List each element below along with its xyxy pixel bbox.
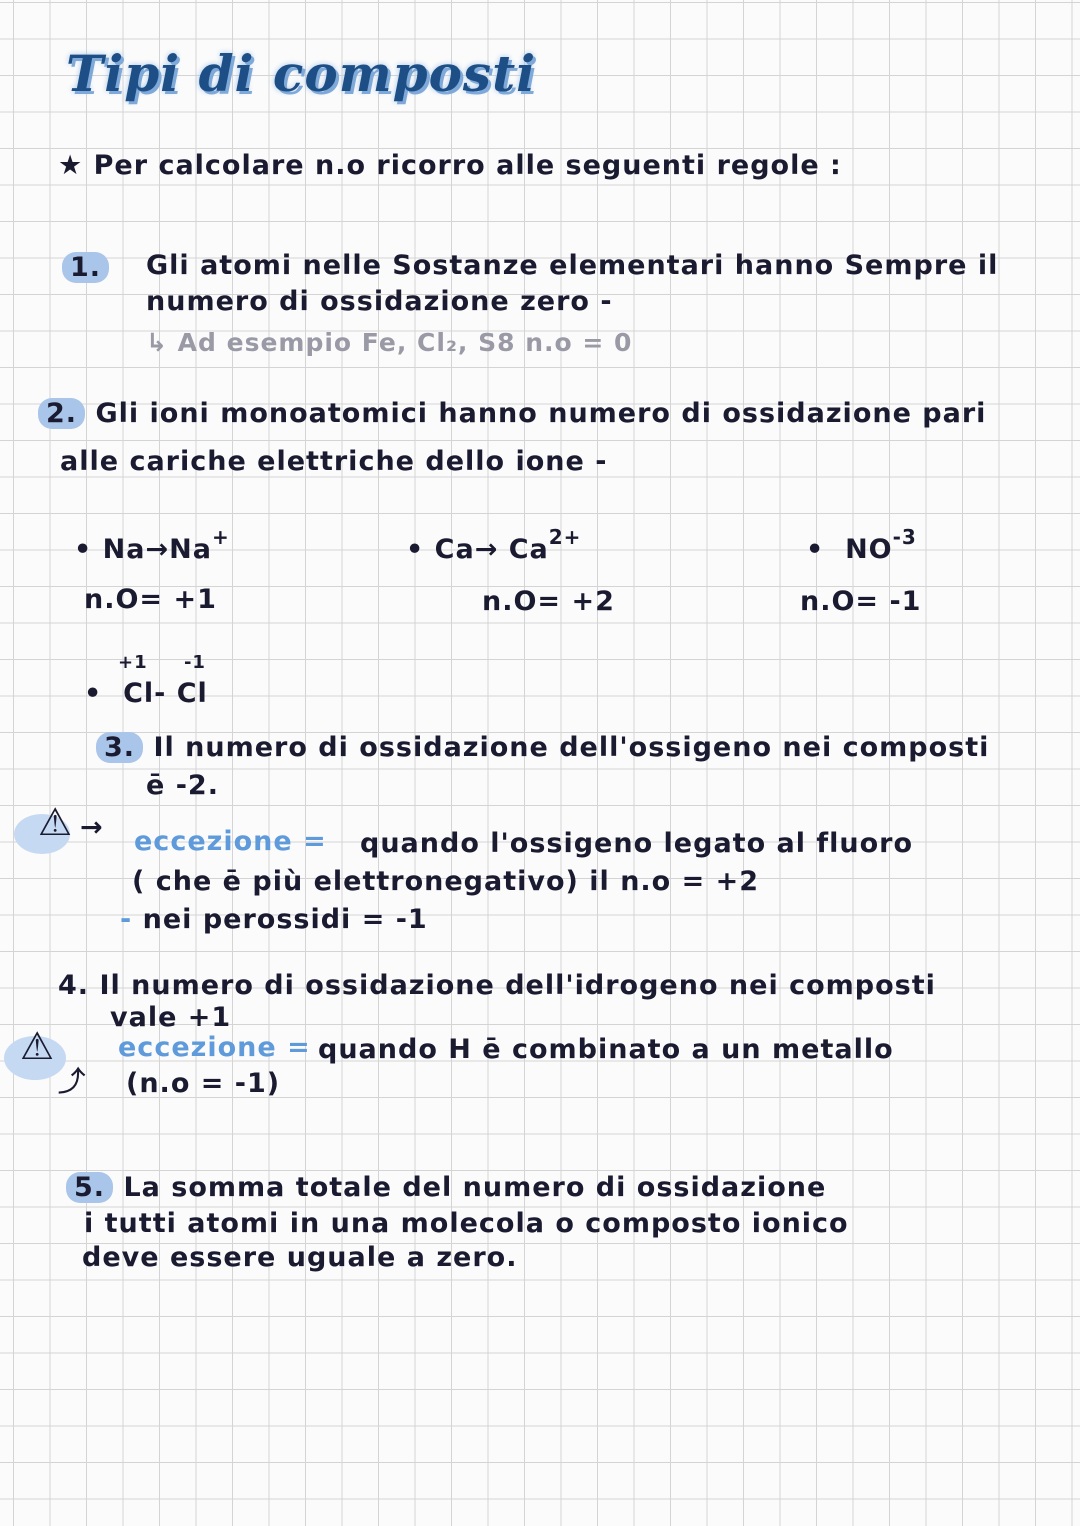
rule1-line2: numero di ossidazione zero - [146,286,613,317]
rule5-number: 5. [66,1172,113,1203]
rule4-exception-label: eccezione = [118,1032,311,1063]
rule4-exception-line2: (n.o = -1) [126,1068,281,1099]
curved-arrow-icon: ⤴ [58,1067,86,1098]
arrow-icon: → [80,812,104,843]
rule4-line1 [58,970,936,1001]
rule3-line1 [96,732,989,763]
rule2-line2: alle cariche elettriche dello ione - [60,446,608,477]
cl-charges: +1 -1 [118,652,206,673]
rule5-line1 [66,1172,826,1203]
intro-line [58,150,842,181]
rule1-line1: Gli atomi nelle Sostanze elementari hanno Sempre il [146,250,999,281]
warning-icon: ⚠ [20,1024,55,1068]
rule5-line2: i tutti atomi in una molecola o composto ionico [84,1208,849,1239]
example-no-no: n.O= -1 [800,586,922,617]
rule4-number: 4. [58,970,90,1001]
rule3-number: 3. [96,732,143,763]
rule5-line3: deve essere uguale a zero. [82,1242,518,1273]
example-no: • $NO^{-3}$ [806,525,917,565]
rule3-exception-line3: - nei perossidi = -1 [120,904,428,935]
cl-example: • Cl- Cl [84,678,208,709]
rule3-exception-line2: ( che ē più elettronegativo) il n.o = +2 [132,866,760,897]
example-ca-charge: 2+ [548,525,582,549]
rule4-line1-text: Il numero di ossidazione dell'idrogeno nei composti [99,970,936,1001]
example-ca-no: n.O= +2 [482,586,615,617]
intro-text: Per calcolare n.o ricorro alle seguenti regole : [93,150,842,181]
rule3-exception-label: eccezione = [134,826,327,857]
rule3-line2: ē -2. [146,770,219,801]
rule4-exception-text: quando H ē combinato a un metallo [318,1034,894,1065]
arrow-icon: ↳ [146,328,168,357]
example-na-no: n.O= +1 [84,584,217,615]
rule2-line1-text: Gli ioni monoatomici hanno numero di ossidazione pari [95,398,987,429]
cl-formula: Cl- Cl [123,678,208,709]
rule3-exception-line3-text: nei perossidi = -1 [142,904,428,935]
rule5-line1-text: La somma totale del numero di ossidazione [123,1172,827,1203]
example-no-formula: NO [845,534,893,565]
rule1-example [146,328,632,357]
warning-icon: ⚠ [38,800,73,844]
rule4-line2: vale +1 [110,1002,232,1033]
rule1-number: 1. [62,252,109,283]
rule2-number: 2. [38,398,85,429]
rule3-exception-text: quando l'ossigeno legato al fluoro [360,828,914,859]
rule1-example-text: Ad esempio Fe, Cl₂, S8 n.o = 0 [177,328,633,357]
example-no-charge: -3 [892,525,917,549]
example-ca: • $Ca\to Ca^{2+}$ [406,525,582,565]
example-na-charge: + [211,525,230,549]
example-na-formula: Na→Na [102,534,212,565]
example-ca-formula: Ca→ Ca [434,534,549,565]
rule2-line1 [38,398,986,429]
page-title: Tipi di composti [66,44,537,103]
star-bullet-icon: ★ [58,150,84,181]
rule3-line1-text: Il numero di ossidazione dell'ossigeno nei composti [153,732,990,763]
example-na: • Na→Na+ [74,525,230,565]
